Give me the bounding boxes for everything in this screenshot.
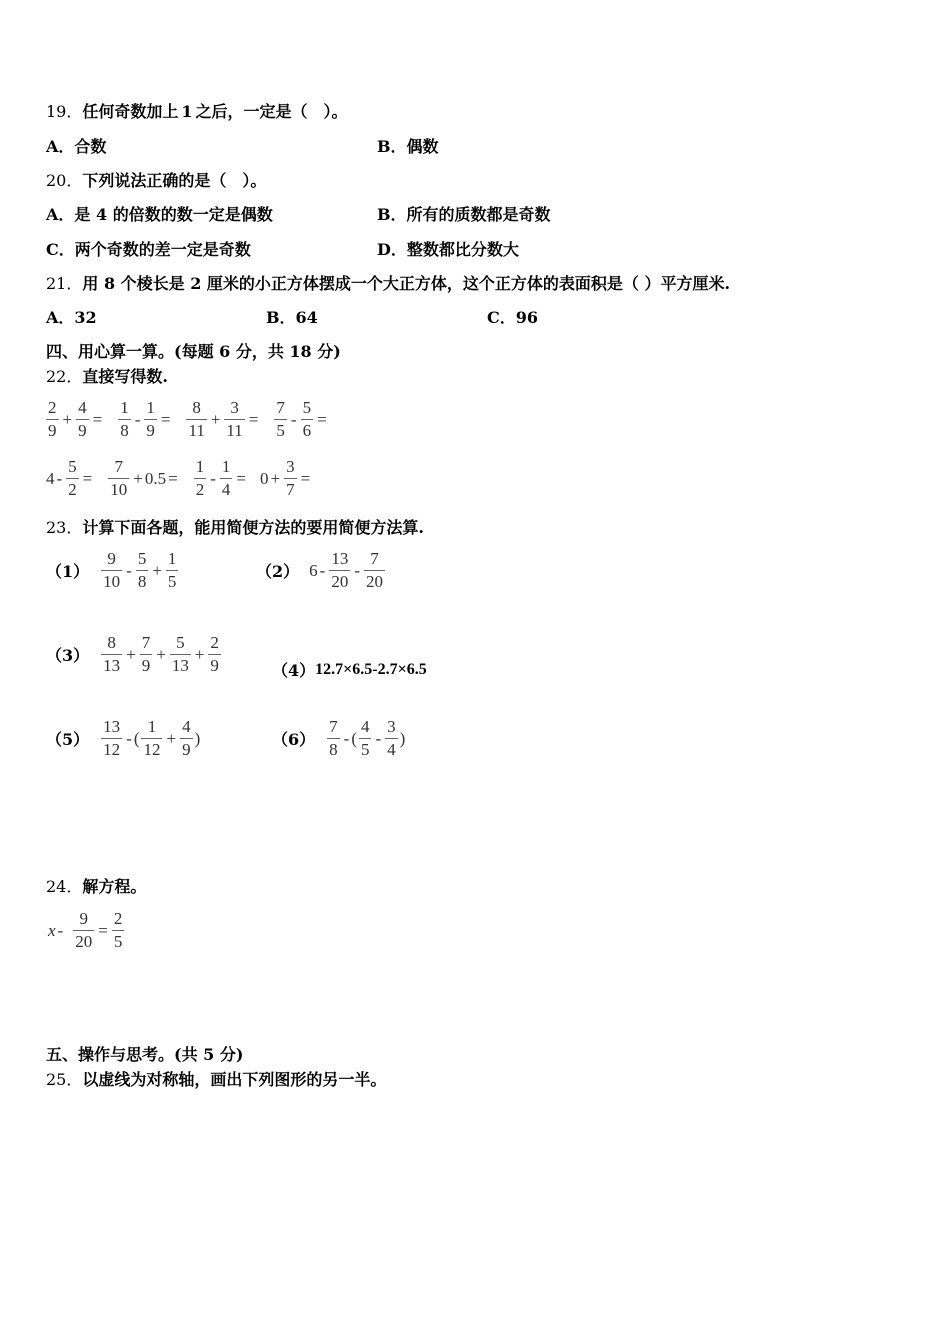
operator: = bbox=[248, 409, 259, 429]
calc-item-2 bbox=[256, 548, 387, 593]
fraction bbox=[136, 548, 149, 593]
option-a[interactable]: A．是 4 的倍数的数一定是偶数 bbox=[46, 205, 273, 224]
operator: + bbox=[126, 644, 136, 664]
numerator: 7 bbox=[329, 717, 338, 736]
fraction bbox=[385, 716, 398, 761]
fraction bbox=[141, 716, 162, 761]
numerator: 1 bbox=[147, 717, 157, 736]
fraction bbox=[108, 456, 129, 501]
numerator: 7 bbox=[370, 549, 379, 568]
fraction bbox=[101, 716, 122, 761]
operator: + bbox=[62, 409, 73, 429]
fraction bbox=[140, 632, 153, 677]
math-term: ( bbox=[133, 728, 140, 748]
denominator: 8 bbox=[120, 421, 129, 440]
operator: - bbox=[57, 920, 64, 940]
fraction bbox=[301, 397, 314, 442]
denominator: 2 bbox=[68, 480, 77, 499]
question-24 bbox=[46, 877, 146, 897]
item-expression: 12.7×6.5-2.7×6.5 bbox=[315, 660, 427, 678]
fraction bbox=[208, 632, 221, 677]
numerator: 1 bbox=[221, 457, 231, 476]
calc-item-3 bbox=[46, 632, 223, 677]
operator: = bbox=[300, 468, 311, 488]
operator: - bbox=[319, 560, 326, 580]
fraction bbox=[194, 456, 207, 501]
denominator: 8 bbox=[329, 740, 338, 759]
denominator: 5 bbox=[276, 421, 285, 440]
denominator: 7 bbox=[286, 480, 295, 499]
operator: - bbox=[56, 468, 63, 488]
numerator: 4 bbox=[78, 398, 87, 417]
question-21 bbox=[46, 274, 730, 294]
calc-item-5 bbox=[46, 716, 200, 761]
question-text: 用 8 个棱长是 2 厘米的小正方体摆成一个大正方体，这个正方体的表面积是（ ）平方厘米. bbox=[82, 274, 731, 293]
denominator: 12 bbox=[143, 740, 161, 759]
question-25 bbox=[46, 1070, 386, 1090]
question-number: 23． bbox=[46, 518, 83, 537]
fraction bbox=[359, 716, 372, 761]
numerator: 8 bbox=[107, 633, 116, 652]
item-label: （4） bbox=[272, 661, 316, 680]
denominator: 8 bbox=[137, 572, 147, 591]
fraction bbox=[166, 548, 179, 593]
item-label: （3） bbox=[46, 646, 90, 665]
fraction bbox=[329, 548, 350, 593]
denominator: 4 bbox=[387, 740, 396, 759]
math-term: 6 bbox=[309, 560, 318, 580]
fraction bbox=[327, 716, 340, 761]
option-b[interactable]: B．所有的质数都是奇数 bbox=[377, 205, 551, 224]
fraction bbox=[46, 397, 59, 442]
fraction bbox=[101, 632, 122, 677]
question-23 bbox=[46, 518, 424, 538]
numerator: 5 bbox=[176, 633, 185, 652]
question-number: 21． bbox=[46, 274, 83, 293]
question-number: 25． bbox=[46, 1070, 83, 1089]
equation bbox=[48, 908, 126, 953]
operator: + bbox=[133, 468, 143, 488]
denominator: 13 bbox=[103, 656, 121, 675]
mental-math-row-2 bbox=[46, 456, 312, 501]
numerator: 8 bbox=[192, 398, 201, 417]
numerator: 2 bbox=[113, 909, 123, 928]
denominator: 9 bbox=[141, 656, 151, 675]
denominator: 20 bbox=[365, 572, 383, 591]
math-term: ( bbox=[351, 728, 357, 748]
fraction bbox=[186, 397, 206, 442]
numerator: 5 bbox=[68, 457, 77, 476]
fraction bbox=[180, 716, 193, 761]
question-text-number: 1 bbox=[181, 102, 193, 121]
question-number: 24． bbox=[46, 877, 83, 896]
fraction bbox=[364, 548, 385, 593]
math-term: x bbox=[48, 920, 56, 940]
item-label: （2） bbox=[256, 562, 300, 581]
numerator: 7 bbox=[114, 457, 124, 476]
math-term: 0.5 bbox=[144, 468, 167, 488]
numerator: 13 bbox=[331, 549, 349, 568]
section-heading-4: 四、用心算一算。(每题 6 分，共 18 分) bbox=[46, 342, 341, 361]
item-label: （6） bbox=[272, 730, 316, 749]
operator: - bbox=[343, 728, 350, 748]
numerator: 2 bbox=[48, 398, 57, 417]
question-20 bbox=[46, 171, 266, 191]
numerator: 9 bbox=[79, 909, 88, 928]
operator: - bbox=[126, 560, 132, 580]
fraction bbox=[274, 397, 287, 442]
math-term: ) bbox=[194, 728, 201, 748]
numerator: 5 bbox=[137, 549, 147, 568]
operator: + bbox=[270, 468, 281, 488]
fraction bbox=[284, 456, 297, 501]
question-text: 以虚线为对称轴，画出下列图形的另一半。 bbox=[82, 1070, 387, 1089]
fraction bbox=[112, 908, 125, 953]
numerator: 1 bbox=[167, 549, 177, 568]
operator: = bbox=[82, 468, 93, 488]
question-19 bbox=[46, 102, 348, 122]
numerator: 7 bbox=[141, 633, 151, 652]
question-text: 之后，一定是（ ）。 bbox=[195, 102, 348, 121]
fraction bbox=[220, 456, 233, 501]
question-text: 解方程。 bbox=[82, 877, 147, 896]
fraction bbox=[66, 456, 79, 501]
numerator: 4 bbox=[360, 717, 370, 736]
operator: = bbox=[160, 409, 171, 429]
numerator: 1 bbox=[195, 457, 205, 476]
calc-item-1 bbox=[46, 548, 180, 593]
operator: = bbox=[317, 409, 327, 429]
fraction bbox=[118, 397, 131, 442]
operator: - bbox=[375, 728, 382, 748]
question-number: 20． bbox=[46, 171, 83, 190]
operator: + bbox=[156, 644, 166, 664]
question-text: 计算下面各题，能用简便方法的要用简便方法算. bbox=[82, 518, 424, 537]
operator: - bbox=[210, 468, 216, 488]
operator: = bbox=[168, 468, 178, 488]
denominator: 9 bbox=[146, 421, 155, 440]
numerator: 13 bbox=[103, 717, 121, 736]
operator: - bbox=[134, 409, 141, 429]
numerator: 4 bbox=[182, 717, 191, 736]
denominator: 4 bbox=[221, 480, 231, 499]
fraction bbox=[144, 397, 157, 442]
operator: + bbox=[210, 409, 221, 429]
question-22 bbox=[46, 367, 168, 387]
denominator: 12 bbox=[103, 740, 121, 759]
denominator: 13 bbox=[171, 656, 189, 675]
denominator: 5 bbox=[113, 932, 123, 951]
operator: - bbox=[126, 728, 132, 748]
option-c[interactable]: C．96 bbox=[487, 308, 539, 327]
question-text: 下列说法正确的是（ ）。 bbox=[82, 171, 267, 190]
option-d[interactable]: D．整数都比分数大 bbox=[377, 240, 519, 259]
calc-item-6 bbox=[272, 716, 405, 761]
operator: - bbox=[290, 409, 297, 429]
question-number: 19． bbox=[46, 102, 83, 121]
operator: = bbox=[98, 920, 108, 940]
numerator: 1 bbox=[120, 398, 129, 417]
numerator: 3 bbox=[387, 717, 396, 736]
fraction bbox=[73, 908, 94, 953]
question-text: 直接写得数. bbox=[82, 367, 168, 386]
option-c[interactable]: C．两个奇数的差一定是奇数 bbox=[46, 240, 251, 259]
question-number: 22． bbox=[46, 367, 83, 386]
denominator: 9 bbox=[48, 421, 57, 440]
denominator: 20 bbox=[331, 572, 349, 591]
option-b[interactable]: B．偶数 bbox=[377, 137, 439, 156]
numerator: 3 bbox=[286, 457, 295, 476]
denominator: 11 bbox=[188, 421, 205, 440]
item-label: （1） bbox=[46, 562, 90, 581]
denominator: 9 bbox=[182, 740, 191, 759]
operator: - bbox=[354, 560, 360, 580]
option-b[interactable]: B．64 bbox=[266, 308, 318, 327]
numerator: 7 bbox=[276, 398, 285, 417]
denominator: 10 bbox=[103, 572, 121, 591]
denominator: 10 bbox=[110, 480, 128, 499]
operator: + bbox=[166, 728, 177, 748]
section-heading-5: 五、操作与思考。(共 5 分) bbox=[46, 1045, 244, 1064]
fraction bbox=[224, 397, 244, 442]
denominator: 9 bbox=[210, 656, 219, 675]
denominator: 2 bbox=[195, 480, 205, 499]
question-text: 任何奇数加上 bbox=[82, 102, 179, 121]
operator: = bbox=[236, 468, 246, 488]
fraction bbox=[101, 548, 122, 593]
math-term: ) bbox=[399, 728, 406, 748]
mental-math-row-1 bbox=[44, 397, 329, 442]
numerator: 9 bbox=[107, 549, 116, 568]
denominator: 5 bbox=[360, 740, 370, 759]
numerator: 5 bbox=[302, 398, 312, 417]
operator: + bbox=[194, 644, 205, 664]
denominator: 9 bbox=[78, 421, 87, 440]
denominator: 6 bbox=[302, 421, 312, 440]
denominator: 20 bbox=[75, 932, 93, 951]
math-term: 0 bbox=[259, 468, 269, 488]
numerator: 2 bbox=[210, 633, 219, 652]
item-label: （5） bbox=[46, 730, 90, 749]
fraction bbox=[76, 397, 89, 442]
option-a[interactable]: A．32 bbox=[46, 308, 97, 327]
numerator: 1 bbox=[146, 398, 155, 417]
numerator: 3 bbox=[230, 398, 239, 417]
operator: + bbox=[152, 560, 162, 580]
denominator: 5 bbox=[167, 572, 177, 591]
math-term: 4 bbox=[46, 468, 55, 488]
fraction bbox=[170, 632, 191, 677]
calc-item-4 bbox=[272, 658, 427, 681]
option-a[interactable]: A．合数 bbox=[46, 137, 107, 156]
denominator: 11 bbox=[226, 421, 243, 440]
operator: = bbox=[92, 409, 103, 429]
